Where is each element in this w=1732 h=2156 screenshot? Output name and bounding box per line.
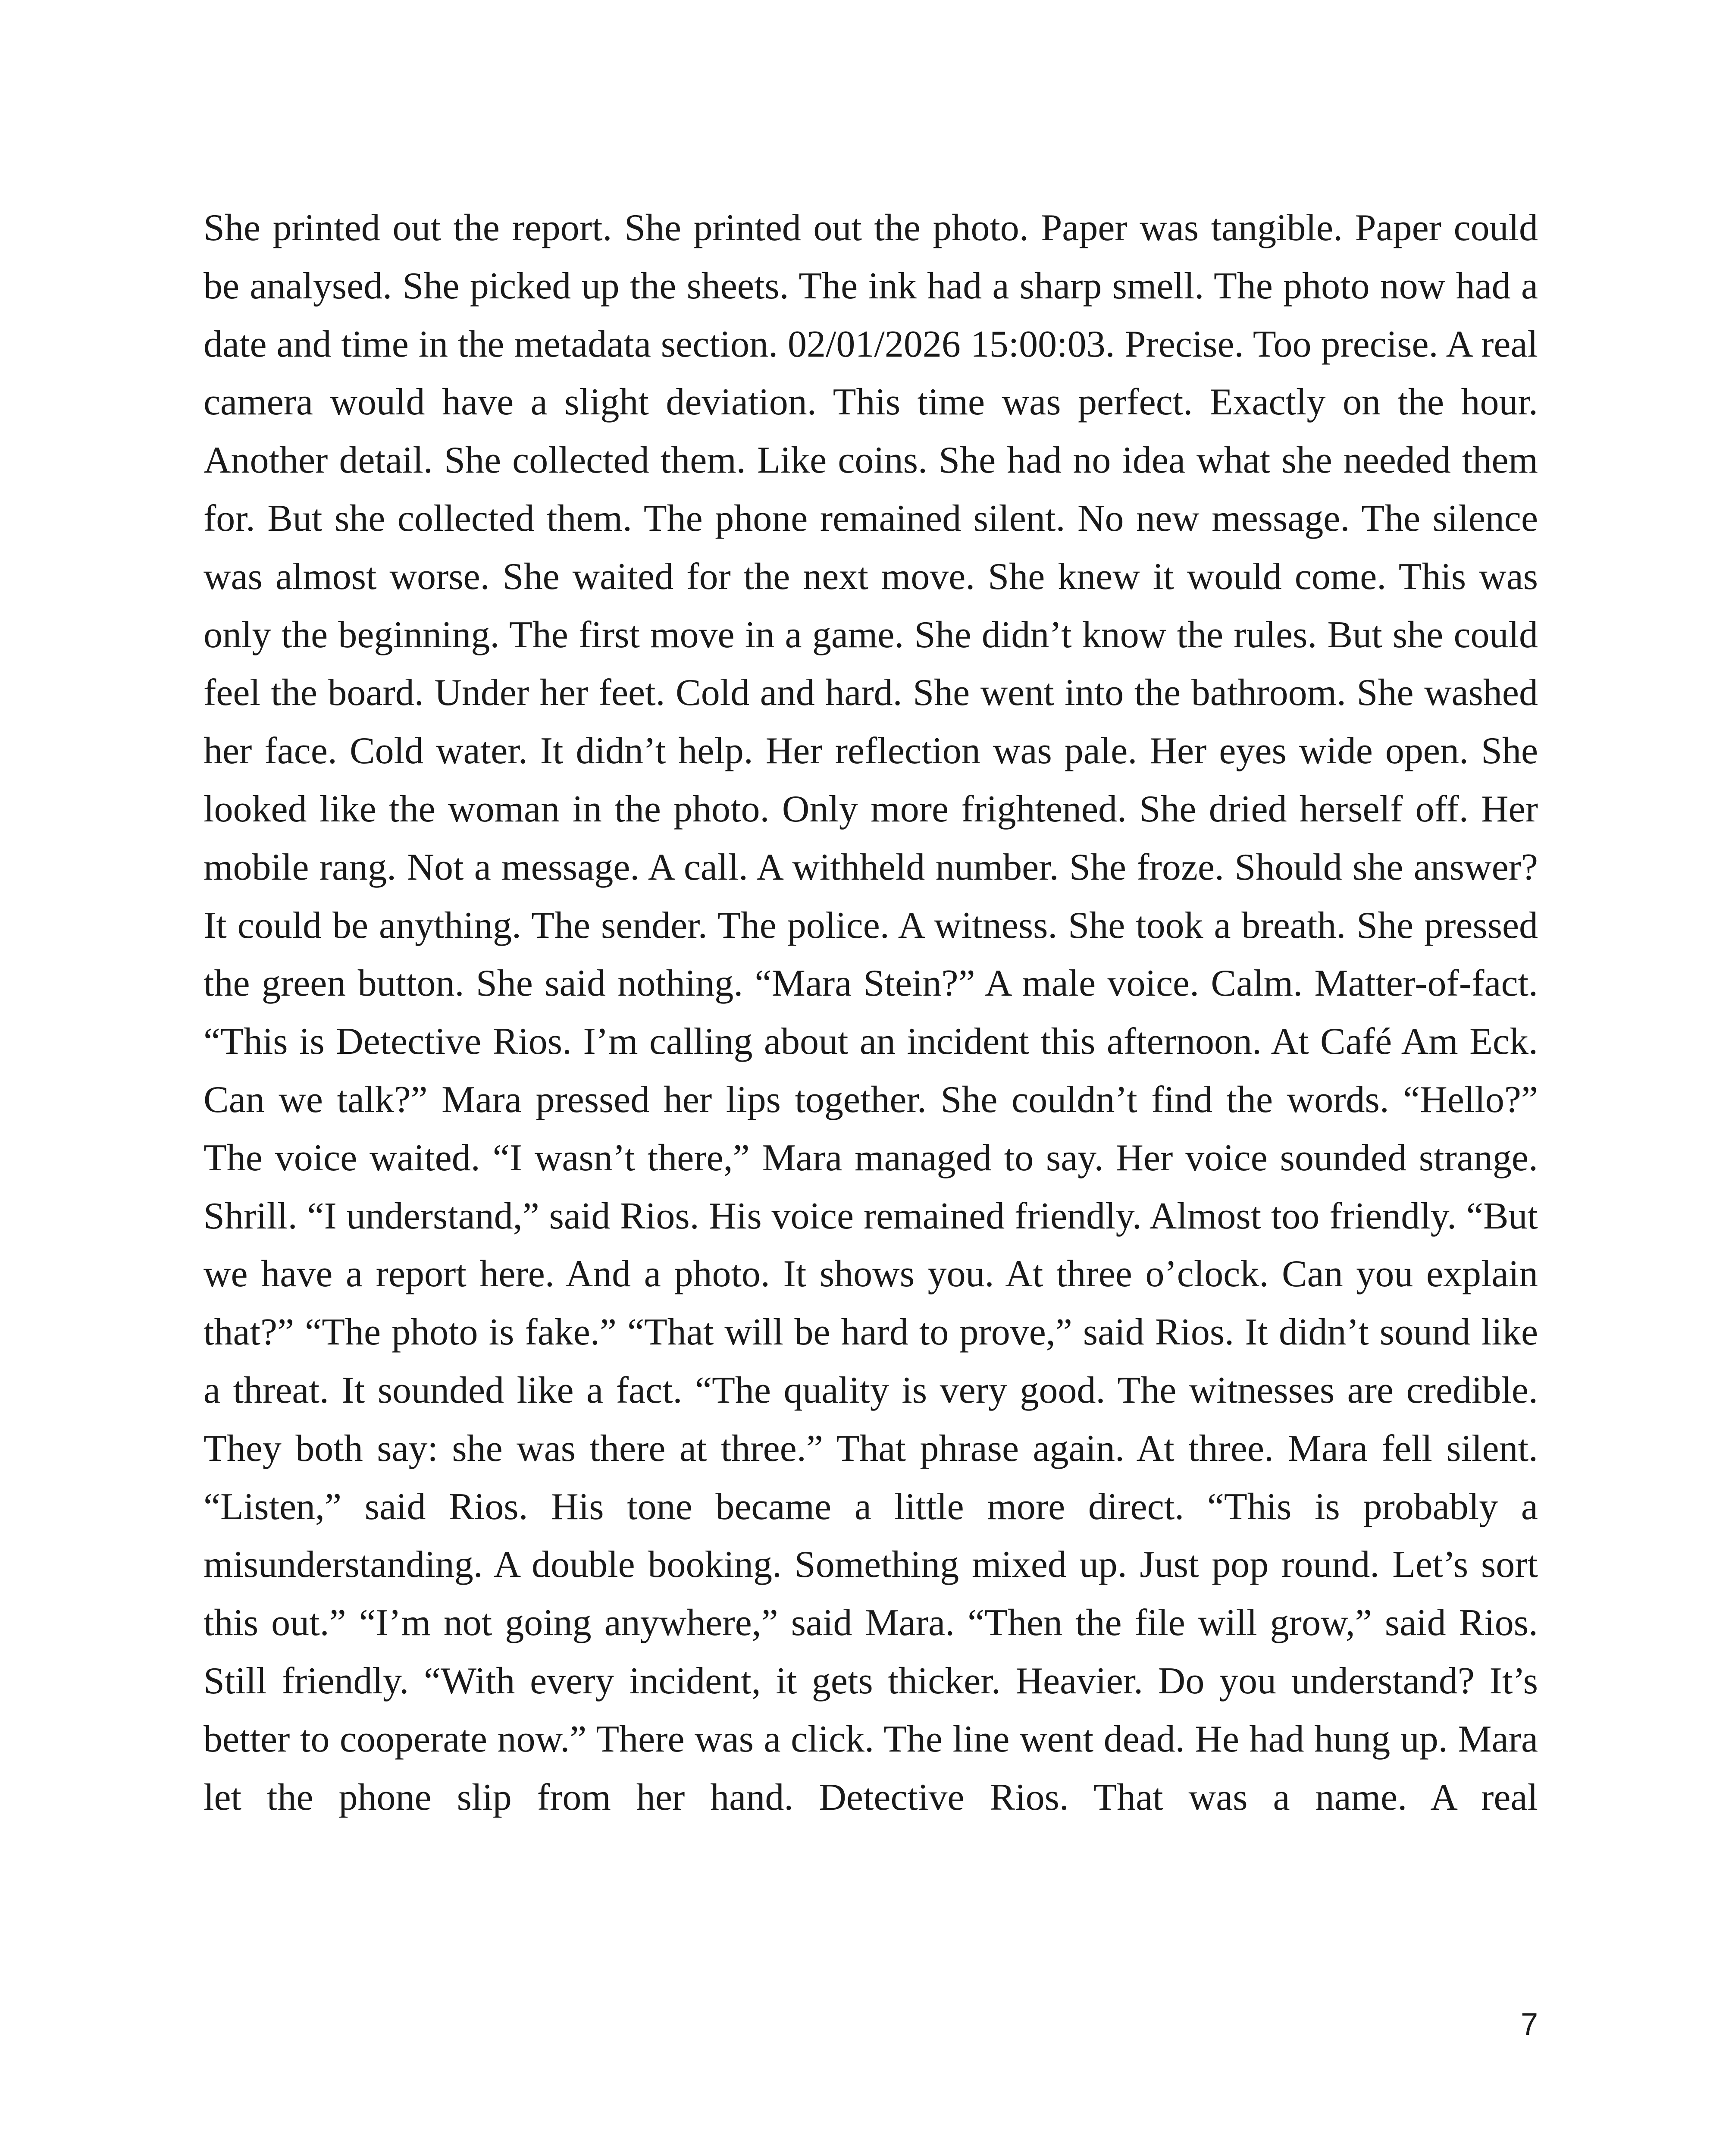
body-paragraph: She printed out the report. She printed out the photo. Paper was tangible. Paper could be analysed. She picked up the sheets. The ink had a sharp smell. The photo now had a date and time in the metadata section. 02/01/2026 15:00:03. Precise. Too precise. A real camera would have a slight deviation. This time was perfect. Exactly on the hour. Another detail. She collected them. Like coins. She had no idea what she needed them for. But she collected them. The phone remained silent. No new message. The silence was almost worse. She waited for the next move. She knew it would come. This was only the beginning. The first move in a game. She didn’t know the rules. But she could feel the board. Under her feet. Cold and hard. She went into the bathroom. She washed her face. Cold water. It didn’t help. Her reflection was pale. Her eyes wide open. She looked like the woman in the photo. Only more frightened. She dried herself off. Her mobile rang. Not a message. A call. A withheld number. She froze. Should she answer? It could be anything. The sender. The police. A witness. She took a breath. She pressed the green button. She said nothing. “Mara Stein?” A male voice. Calm. Matter-of-fact. “This is Detective Rios. I’m calling about an incident this afternoon. At Café Am Eck. Can we talk?” Mara pressed her lips together. She couldn’t find the words. “Hello?” The voice waited. “I wasn’t there,” Mara managed to say. Her voice sounded strange. Shrill. “I understand,” said Rios. His voice remained friendly. Almost too friendly. “But we have a report here. And a photo. It shows you. At three o’clock. Can you explain that?” “The photo is fake.” “That will be hard to prove,” said Rios. It didn’t sound like a threat. It sounded like a fact. “The quality is very good. The witnesses are credible. They both say: she was there at three.” That phrase again. At three. Mara fell silent. “Listen,” said Rios. His tone became a little more direct. “This is probably a misunderstanding. A double booking. Something mixed up. Just pop round. Let’s sort this out.” “I’m not going anywhere,” said Mara. “Then the file will grow,” said Rios. Still friendly. “With every incident, it gets thicker. Heavier. Do you understand? It’s better to cooperate now.” There was a click. The line went dead. He had hung up. Mara let the phone slip from her hand. Detective Rios. That was a name. A real	[204, 207, 1538, 1818]
page-number: 7	[1520, 2007, 1538, 2042]
